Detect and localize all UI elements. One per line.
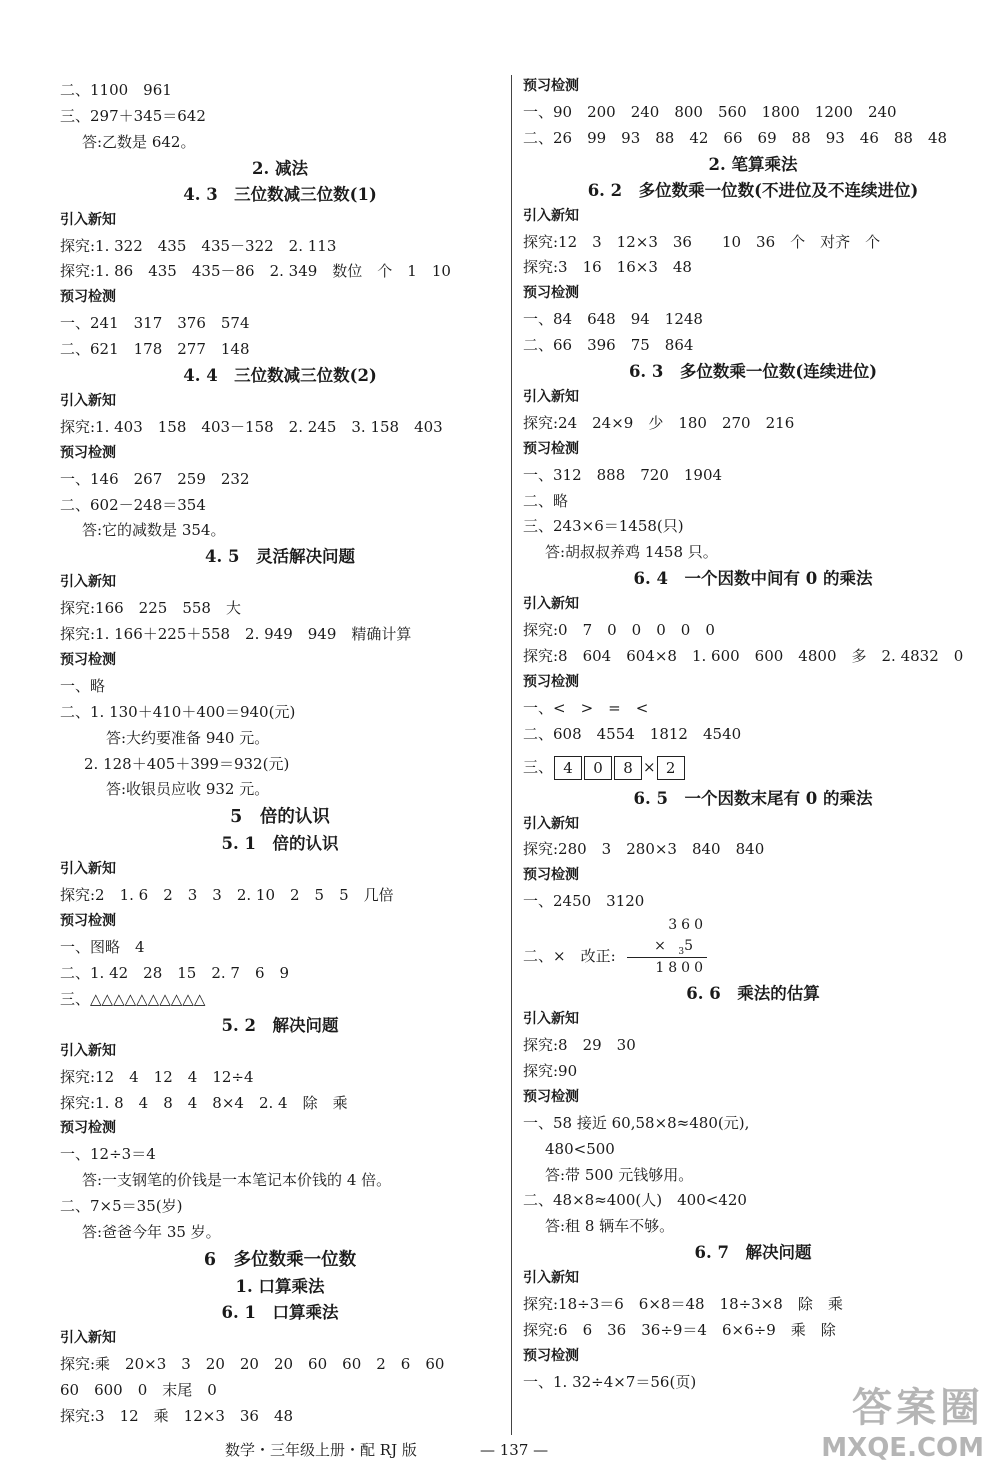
answer-line: 三、243×6＝1458(只) — [523, 517, 684, 536]
explore-line: 探究:166 225 558 大 — [60, 599, 241, 618]
footer-book-title: 数学・三年级上册・配 RJ 版 — [225, 1441, 417, 1459]
answer-line: 二、1. 42 28 15 2. 7 6 9 — [60, 963, 290, 982]
section-title: 6. 2 多位数乘一位数(不进位及不连续进位) — [587, 180, 919, 200]
label-preview: 预习检测 — [60, 289, 116, 306]
answer-line: 一、90 200 240 800 560 1800 1200 240 — [523, 102, 897, 121]
right-column — [523, 74, 983, 1396]
explore-line: 探究:乘 20×3 3 20 20 20 60 60 2 6 60 — [60, 1354, 445, 1373]
answer-line: 二、26 99 93 88 42 66 69 88 93 46 88 48 — [523, 128, 948, 147]
section-title: 4. 5 灵活解决问题 — [205, 547, 355, 567]
answer-line: 一、1. 32÷4×7＝56(页) — [523, 1372, 697, 1391]
answer-line: 三、△△△△△△△△△△ — [60, 989, 206, 1008]
section-title: 6. 6 乘法的估算 — [686, 984, 820, 1004]
label-intro: 引入新知 — [60, 1329, 116, 1346]
answer-line: 一、< > = < — [523, 698, 649, 717]
answer-line: 2. 128＋405＋399＝932(元) — [84, 754, 290, 773]
label-intro: 引入新知 — [523, 389, 579, 406]
item-label: 三、 — [523, 757, 554, 776]
explore-line: 探究:2 1. 6 2 3 3 2. 10 2 5 5 几倍 — [60, 886, 394, 905]
section-title: 6. 5 一个因数末尾有 0 的乘法 — [633, 788, 873, 808]
label-preview: 预习检测 — [523, 673, 579, 690]
carry-digit: 3 — [678, 946, 685, 957]
answer-line: 答:大约要准备 940 元。 — [106, 728, 270, 747]
label-intro: 引入新知 — [60, 1042, 116, 1059]
explore-line: 探究:1. 322 435 435－322 2. 113 — [60, 236, 337, 255]
section-title: 4. 4 三位数减三位数(2) — [183, 366, 377, 386]
explore-line: 探究:1. 86 435 435－86 2. 349 数位 个 1 10 — [60, 262, 451, 281]
answer-line: 二、7×5＝35(岁) — [60, 1197, 183, 1216]
digit-box: 2 — [657, 756, 685, 780]
explore-line: 探究:12 4 12 4 12÷4 — [60, 1067, 254, 1086]
explore-line: 探究:12 3 12×3 36 10 36 个 对齐 个 — [523, 232, 881, 251]
label-preview: 预习检测 — [60, 1120, 116, 1137]
explore-line: 探究:90 — [523, 1061, 578, 1080]
explore-line: 探究:6 6 36 36÷9＝4 6×6÷9 乘 除 — [523, 1320, 836, 1339]
label-intro: 引入新知 — [60, 393, 116, 410]
item-label: 二、× 改正: — [523, 947, 616, 966]
answer-line: 一、241 317 376 574 — [60, 314, 250, 333]
label-preview: 预习检测 — [523, 285, 579, 302]
section-title: 6. 3 多位数乘一位数(连续进位) — [628, 362, 878, 382]
digit-box: 8 — [614, 756, 642, 780]
subsection-heading: 2. 笔算乘法 — [708, 154, 798, 174]
vertical-multiplier: × $_3$5 — [627, 936, 707, 958]
explore-line: 探究:24 24×9 少 180 270 216 — [523, 413, 795, 432]
left-column — [60, 78, 500, 1429]
digit-box: 4 — [554, 756, 582, 780]
explore-line: 60 600 0 末尾 0 — [60, 1380, 217, 1399]
label-intro: 引入新知 — [60, 861, 116, 878]
answer-line: 480<500 — [545, 1139, 615, 1158]
answer-line: 二、602－248＝354 — [60, 495, 206, 514]
label-preview: 预习检测 — [523, 78, 579, 94]
explore-line: 探究:1. 403 158 403－158 2. 245 3. 158 403 — [60, 417, 443, 436]
answer-line: 答:胡叔叔养鸡 1458 只。 — [545, 543, 718, 562]
answer-line: 二、1100 961 — [60, 81, 172, 99]
answer-line: 一、略 — [60, 676, 106, 695]
section-title: 6. 4 一个因数中间有 0 的乘法 — [633, 569, 873, 589]
explore-line: 探究:8 604 604×8 1. 600 600 4800 多 2. 4832 0 — [523, 647, 964, 666]
answer-line: 答:爸爸今年 35 岁。 — [82, 1222, 221, 1241]
watermark-top: 答案圈 — [852, 1385, 984, 1431]
footer-page-number: — 137 — — [480, 1441, 549, 1459]
answer-line: 二、1. 130＋410＋400＝940(元) — [60, 702, 296, 721]
section-title: 5. 1 倍的认识 — [221, 834, 339, 854]
explore-line: 探究:1. 8 4 8 4 8×4 2. 4 除 乘 — [60, 1093, 348, 1112]
explore-line: 探究:3 16 16×3 48 — [523, 258, 692, 277]
answer-line: 一、2450 3120 — [523, 892, 645, 911]
answer-line: 三、297＋345＝642 — [60, 106, 206, 125]
label-preview: 预习检测 — [60, 652, 116, 669]
answer-line: 一、146 267 259 232 — [60, 469, 250, 488]
answer-line: 答:收银员应收 932 元。 — [106, 780, 270, 799]
answer-line: 答:乙数是 642。 — [82, 132, 196, 151]
explore-line: 探究:1. 166＋225＋558 2. 949 949 精确计算 — [60, 625, 412, 644]
label-intro: 引入新知 — [523, 815, 579, 832]
explore-line: 探究:0 7 0 0 0 0 0 — [523, 621, 715, 640]
answer-line: 二、621 178 277 148 — [60, 340, 250, 359]
chapter-title: 6 多位数乘一位数 — [203, 1249, 357, 1270]
label-preview: 预习检测 — [60, 444, 116, 461]
subsection-heading: 2. 减法 — [252, 158, 308, 178]
answer-line: 答:带 500 元钱够用。 — [545, 1165, 694, 1184]
explore-line: 探究:8 29 30 — [523, 1036, 636, 1055]
answer-line: 二、略 — [523, 491, 569, 510]
digit-box: 0 — [584, 756, 612, 780]
label-preview: 预习检测 — [523, 867, 579, 884]
label-intro: 引入新知 — [60, 574, 116, 591]
answer-line: 一、84 648 94 1248 — [523, 310, 703, 329]
label-intro: 引入新知 — [60, 211, 116, 228]
chapter-title: 5 倍的认识 — [230, 807, 330, 828]
watermark-logo — [821, 1376, 984, 1463]
answer-line: 答:它的减数是 354。 — [82, 521, 226, 540]
answer-line: 答:租 8 辆车不够。 — [545, 1217, 675, 1236]
section-title: 6. 1 口算乘法 — [221, 1302, 339, 1322]
column-divider — [511, 75, 512, 1435]
explore-line: 探究:18÷3＝6 6×8＝48 18÷3×8 除 乘 — [523, 1295, 843, 1314]
label-intro: 引入新知 — [523, 1011, 579, 1028]
watermark-bottom: MXQE.COM — [821, 1433, 984, 1463]
answer-line: 一、12÷3＝4 — [60, 1145, 156, 1164]
vertical-top: 360 — [668, 917, 707, 934]
answer-line: 一、58 接近 60,58×8≈480(元), — [523, 1113, 750, 1132]
answer-line: 一、312 888 720 1904 — [523, 465, 723, 484]
label-preview: 预习检测 — [523, 1347, 579, 1364]
section-title: 5. 2 解决问题 — [221, 1015, 339, 1035]
label-intro: 引入新知 — [523, 1270, 579, 1287]
answer-line: 一、图略 4 — [60, 938, 145, 957]
label-preview: 预习检测 — [523, 1088, 579, 1105]
answer-line: 答:一支钢笔的价钱是一本笔记本价钱的 4 倍。 — [82, 1171, 392, 1190]
label-preview: 预习检测 — [60, 913, 116, 930]
vertical-multiplication — [523, 915, 983, 981]
label-preview: 预习检测 — [523, 440, 579, 457]
vertical-calc — [627, 915, 707, 979]
label-intro: 引入新知 — [523, 207, 579, 224]
label-intro: 引入新知 — [523, 596, 579, 613]
answer-line: 二、66 396 75 864 — [523, 336, 694, 355]
answer-line: 二、48×8≈400(人) 400<420 — [523, 1191, 747, 1210]
digit-box-answer — [523, 748, 983, 786]
explore-line: 探究:280 3 280×3 840 840 — [523, 840, 765, 859]
times-sign: × — [643, 757, 656, 776]
section-title: 4. 3 三位数减三位数(1) — [183, 184, 377, 204]
answer-line: 二、608 4554 1812 4540 — [523, 724, 742, 743]
subsection-heading: 1. 口算乘法 — [235, 1276, 325, 1296]
explore-line: 探究:3 12 乘 12×3 36 48 — [60, 1406, 294, 1425]
section-title: 6. 7 解决问题 — [694, 1243, 812, 1263]
vertical-result: 1800 — [655, 960, 707, 977]
